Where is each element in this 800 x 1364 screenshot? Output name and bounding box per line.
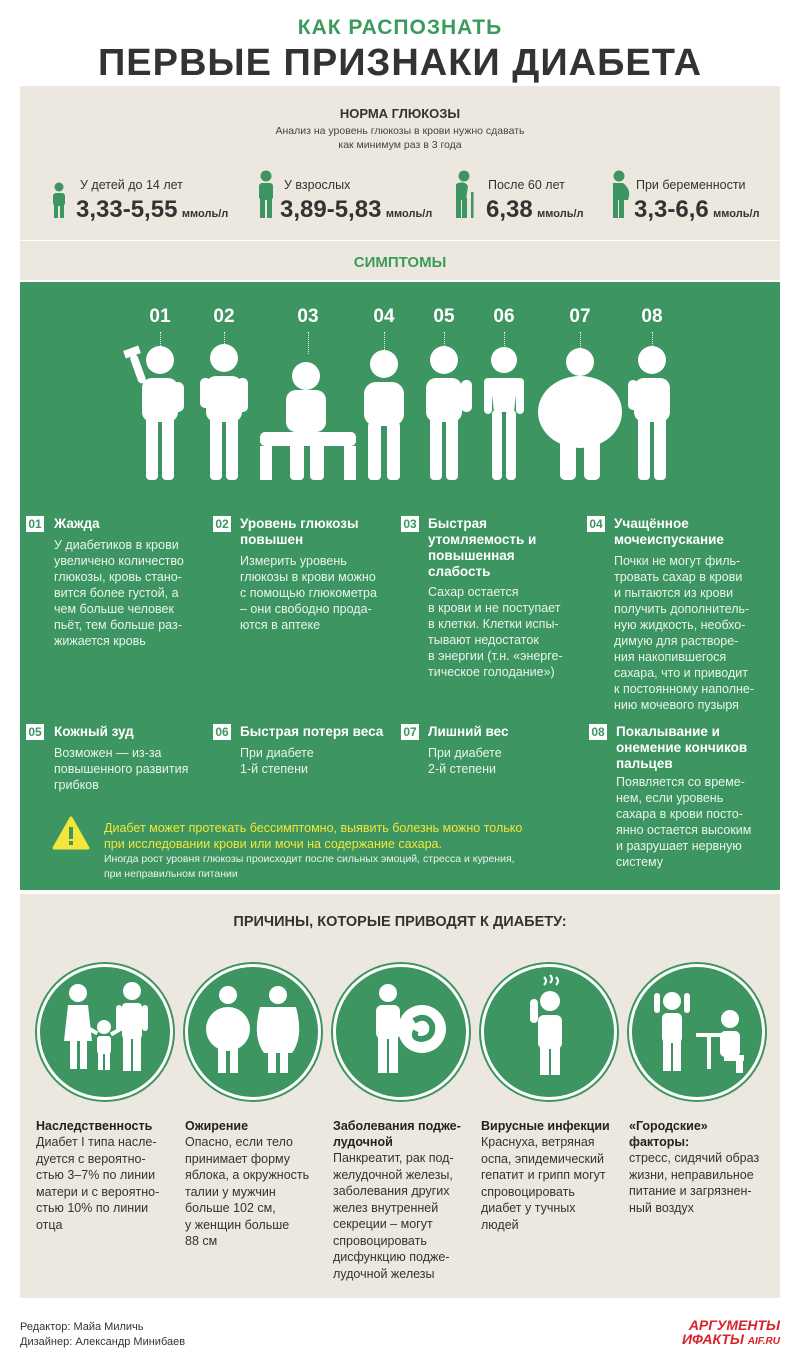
symptom-title: Лишний вес [428,724,509,739]
symptom-title: Покалывание и онемение кончиков пальцев [616,724,748,771]
urban-factors-icon [632,967,762,1097]
norm-value-children: 3,33-5,55 ммоль/л [76,196,229,223]
symptom-badge: 06 [213,724,231,740]
warning-text: Диабет может протекать бессимптомно, выявить болезнь можно только при исследовании крови или мочи на содержание сахара. [104,821,523,851]
symptom-number: 03 [297,306,319,327]
cause-heredity: Наследственность Диабет I типа насле- дуется с вероятно- стью 3–7% по линии матери и с вероятно- стью 10% по линии отца [36,1119,160,1232]
norm-desc-line2: как минимум раз в 3 года [338,139,462,151]
cause-urban: «Городские» факторы: стресс, сидячий образ жизни, неправильное питание и загрязнен- ный воздух [629,1119,760,1215]
child-icon [50,182,68,218]
symptom-title: Учащённое мочеиспускание [614,516,724,547]
symptom-number: 08 [641,306,663,327]
norm-label-over60: После 60 лет [488,178,565,192]
symptom-text: При диабете 1-й степени [240,746,314,776]
cause-obesity: Ожирение Опасно, если тело принимает форму яблока, а окружность талии у мужчин больше 102 см, у женщин больше 88 см [185,1119,310,1248]
credits-designer: Дизайнер: Александр Минибаев [20,1336,186,1348]
symptom-number: 01 [149,306,171,327]
symptoms-title: СИМПТОМЫ [353,254,447,271]
symptom-number: 05 [433,306,455,327]
symptom-title: Быстрая утомляемость и повышенная слабость [428,516,537,579]
elderly-icon [448,170,476,218]
symptom-text: Сахар остается в крови и не поступает в клетки. Клетки испы- тывают недостаток в энергии (т.н. «энерге- тическое голодание») [428,585,563,679]
symptom-text: Возможен — из-за повышенного развития грибков [54,746,189,792]
credits [20,1320,185,1350]
sick-person-icon [484,967,614,1097]
norm-label-children: У детей до 14 лет [80,178,183,192]
norm-label-adults: У взрослых [284,178,351,192]
pregnant-icon [608,170,634,218]
symptom-badge: 02 [213,516,231,532]
causes-title: ПРИЧИНЫ, КОТОРЫЕ ПРИВОДЯТ К ДИАБЕТУ: [233,914,567,930]
cause-circle-viral [481,964,617,1100]
norm-title: НОРМА ГЛЮКОЗЫ [339,106,461,121]
symptom-number: 02 [213,306,235,327]
aif-logo[interactable]: АРГУМЕНТЫ ИФАКТЫ AIF.RU [681,1317,780,1347]
norm-divider [20,240,780,241]
family-icon [40,967,170,1097]
symptom-text: При диабете 2-й степени [428,746,502,776]
adult-icon [256,170,276,218]
credits-editor: Редактор: Майа Миличь [20,1321,144,1333]
norm-value-over60: 6,38 ммоль/л [486,196,584,223]
symptom-badge: 01 [26,516,44,532]
cause-pancreas: Заболевания подже- лудочной Панкреатит, рак под- желудочной железы, заболевания других желез внутренней секреции – могут спровоцировать дисфункцию подже- лудочной железы [333,1119,461,1281]
cause-circle-urban [629,964,765,1100]
symptom-number: 06 [493,306,515,327]
symptom-text: Измерить уровень глюкозы в крови можно с помощью глюкометра – они свободно прода- ются в аптеке [240,554,377,632]
norm-desc-line1: Анализ на уровень глюкозы в крови нужно сдавать [275,125,525,137]
symptom-text: Появляется со време- нем, если уровень сахара в крови посто- янно остается высоким и разрушает нервную систему [616,775,752,869]
symptom-title: Кожный зуд [54,724,134,739]
symptom-badge: 08 [589,724,607,740]
symptom-badge: 07 [401,724,419,740]
symptom-text: Почки не могут филь- тровать сахар в крови и пытаются из крови получить дополнитель- ную жидкость, необхо- димую для растворе- ния накопившегося сахара, что и приводит к постоянному наполне- нию мочевого пузыря [614,554,755,712]
symptom-badge: 03 [401,516,419,532]
norm-description [0,124,800,152]
norm-value-pregnancy: 3,3-6,6 ммоль/л [634,196,760,223]
symptom-badge: 04 [587,516,605,532]
symptom-number: 07 [569,306,591,327]
cause-circle-heredity [37,964,173,1100]
header-title: ПЕРВЫЕ ПРИЗНАКИ ДИАБЕТА [97,42,703,84]
symptom-number: 04 [373,306,395,327]
symptom-title: Уровень глюкозы повышен [240,516,359,547]
warning-note: Иногда рост уровня глюкозы происходит после сильных эмоций, стресса и курения, при неправильном питании [104,853,515,880]
symptom-badge: 05 [26,724,44,740]
header-subtitle: КАК РАСПОЗНАТЬ [297,16,503,39]
cause-viral: Вирусные инфекции Краснуха, ветряная оспа, эпидемический гепатит и грипп могут спровоцировать диабет у тучных людей [481,1119,610,1232]
symptom-title: Жажда [54,516,100,531]
pancreas-icon [336,967,466,1097]
symptom-text: У диабетиков в крови увеличено количество глюкозы, кровь стано- вится более густой, а чем больше человек пьёт, тем больше раз- жижается кровь [54,538,184,648]
warning-icon [52,816,90,850]
norm-value-adults: 3,89-5,83 ммоль/л [280,196,433,223]
obese-people-icon [188,967,318,1097]
cause-circle-pancreas [333,964,469,1100]
symptom-title: Быстрая потеря веса [240,724,384,739]
cause-circle-obesity [185,964,321,1100]
symptom-figures-illustration [110,342,690,482]
norm-label-pregnancy: При беременности [636,178,746,192]
